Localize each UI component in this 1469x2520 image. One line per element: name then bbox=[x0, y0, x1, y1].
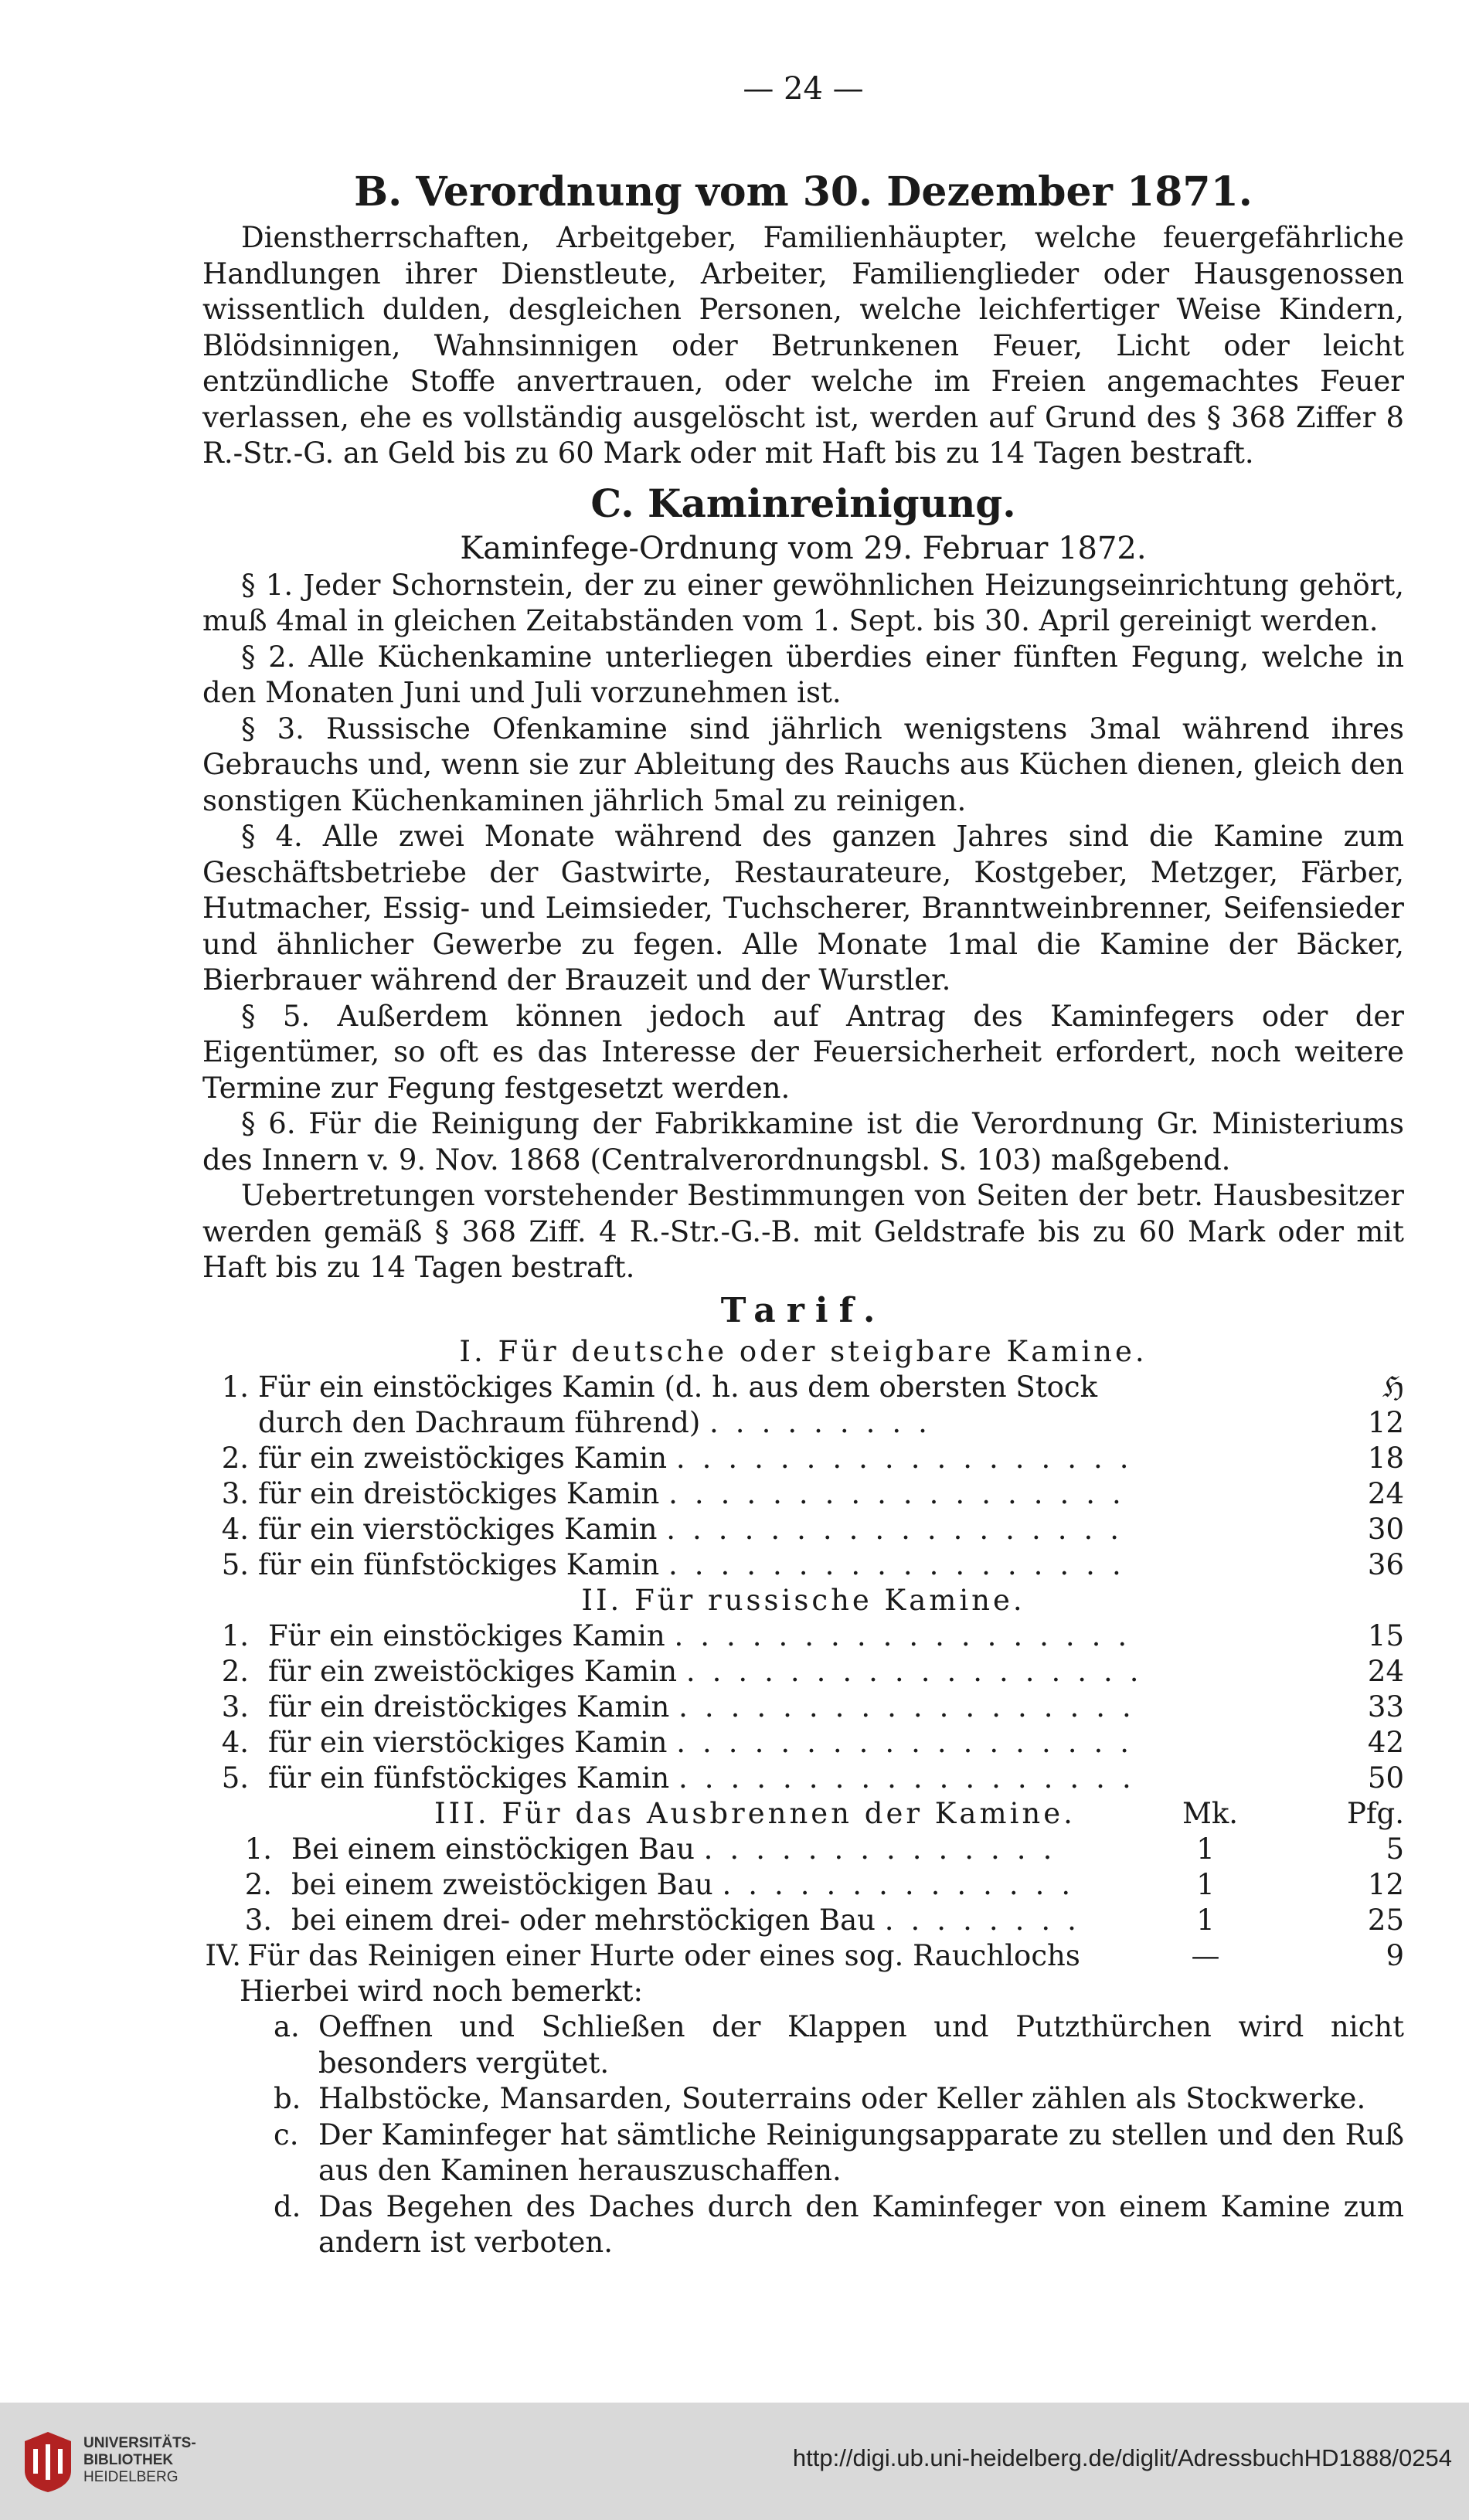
page-number: — 24 — bbox=[743, 71, 864, 107]
row-mk: 1 bbox=[1196, 1867, 1215, 1901]
remark-label: c. bbox=[274, 2118, 299, 2152]
row-label: bei einem zweistöckigen Bau bbox=[291, 1867, 713, 1901]
row-number: 2. bbox=[221, 1441, 249, 1475]
tarif-row: 1. Für ein einstöckiges Kamin .................. 15 bbox=[202, 1618, 1404, 1654]
tarif-section-3-header bbox=[202, 1796, 1404, 1832]
row-number: 2. bbox=[221, 1654, 249, 1688]
penalty-paragraph: Uebertretungen vorstehender Bestimmungen von Seiten der betr. Hausbesitzer werden gemäß § 368 Ziff. 4 R.-Str.-G.-B. mit Geldstrafe bis zu 60 Mark oder mit Haft bis zu 14 Tagen bestraft. bbox=[202, 1179, 1404, 1284]
remark-label: b. bbox=[274, 2082, 301, 2115]
tarif-section-1-heading: I. Für deutsche oder steigbare Kamine. bbox=[459, 1334, 1148, 1368]
tarif-row: 3. für ein dreistöckiges Kamin .................. 24 bbox=[202, 1476, 1404, 1512]
row-price: 50 bbox=[1367, 1761, 1404, 1795]
row-label: Bei einem einstöckigen Bau bbox=[291, 1832, 695, 1866]
row-mk: 1 bbox=[1196, 1903, 1215, 1937]
tarif-row bbox=[202, 1370, 1404, 1405]
library-name-line2: BIBLIOTHEK bbox=[83, 2452, 174, 2468]
row-label: für ein zweistöckiges Kamin bbox=[268, 1654, 678, 1688]
remark-label: d. bbox=[274, 2189, 301, 2223]
tarif-row: 4. für ein vierstöckiges Kamin .................. 30 bbox=[202, 1512, 1404, 1547]
tarif-row: 1. Bei einem einstöckigen Bau .............. 1 5 bbox=[202, 1832, 1404, 1867]
library-name-line3: HEIDELBERG bbox=[83, 2469, 179, 2485]
row-label: für ein fünfstöckiges Kamin bbox=[268, 1761, 670, 1795]
column-pfg-label: Pfg. bbox=[1346, 1796, 1404, 1830]
tarif-row: 5. für ein fünfstöckiges Kamin .................. 36 bbox=[202, 1547, 1404, 1583]
tarif-title: Tarif. bbox=[720, 1290, 886, 1330]
section-c-title: C. Kaminreinigung. bbox=[590, 480, 1016, 526]
library-name bbox=[83, 2435, 196, 2486]
remark-item bbox=[274, 2118, 1404, 2189]
row-number: 3. bbox=[221, 1690, 249, 1724]
remark-item bbox=[274, 2081, 1404, 2118]
row-number: 4. bbox=[221, 1725, 249, 1759]
row-label: durch den Dachraum führend) bbox=[258, 1405, 701, 1439]
currency-unit: ℌ bbox=[1382, 1370, 1404, 1404]
remarks-intro: Hierbei wird noch bemerkt: bbox=[240, 1974, 643, 2008]
tarif-section-2-heading: II. Für russische Kamine. bbox=[581, 1583, 1025, 1617]
section-c-subtitle: Kaminfege-Ordnung vom 29. Februar 1872. bbox=[460, 530, 1147, 566]
column-mk-label: Mk. bbox=[1182, 1796, 1239, 1830]
row-price: 18 bbox=[1367, 1441, 1404, 1475]
paragraph-2: § 2. Alle Küchenkamine unterliegen überdies einer fünften Fegung, welche in den Monaten Juni und Juli vorzunehmen ist. bbox=[202, 640, 1404, 709]
paragraph-1: § 1. Jeder Schornstein, der zu einer gewöhnlichen Heizungseinrichtung gehört, muß 4mal in gleichen Zeitabständen vom 1. Sept. bis 30. April gereinigt werden. bbox=[202, 568, 1404, 637]
row-label: für ein fünfstöckiges Kamin bbox=[258, 1547, 660, 1581]
tarif-row: 3. bei einem drei- oder mehrstöckigen Bau ........ 1 25 bbox=[202, 1903, 1404, 1938]
tarif-row: 3. für ein dreistöckiges Kamin .................. 33 bbox=[202, 1690, 1404, 1725]
row-number: 1. bbox=[221, 1618, 249, 1652]
row-mk: 1 bbox=[1196, 1832, 1215, 1866]
tarif-row: 2. bei einem zweistöckigen Bau .............. 1 12 bbox=[202, 1867, 1404, 1903]
row-label: für ein dreistöckiges Kamin bbox=[258, 1476, 660, 1510]
row-number: IV. bbox=[205, 1938, 241, 1972]
row-mk: — bbox=[1191, 1938, 1220, 1972]
tarif-row: 2. für ein zweistöckiges Kamin .................. 24 bbox=[202, 1654, 1404, 1690]
row-price: 36 bbox=[1367, 1547, 1404, 1581]
tarif-row: 2. für ein zweistöckiges Kamin .................. 18 bbox=[202, 1441, 1404, 1476]
footer-bar bbox=[0, 2403, 1469, 2520]
remark-item bbox=[274, 2189, 1404, 2261]
library-name-line1: UNIVERSITÄTS- bbox=[83, 2435, 196, 2451]
row-price: 12 bbox=[1367, 1405, 1404, 1439]
section-b-body: Dienstherrschaften, Arbeitgeber, Familienhäupter, welche feuergefährliche Handlungen ihrer Dienstleute, Arbeiter, Familienglieder oder Hausgenossen wissentlich dulden, desgleichen Personen, welche leichfertiger Weise Kindern, Blödsinnigen, Wahnsinnigen oder Betrunkenen Feuer, Licht oder leicht entzündliche Stoffe anvertrauen, oder welche im Freien angemachtes Feuer verlassen, ehe es vollständig ausgelöscht ist, werden auf Grund des § 368 Ziffer 8 R.-Str.-G. an Geld bis zu 60 Mark oder mit Haft bis zu 14 Tagen bestraft. bbox=[202, 221, 1404, 470]
source-url-link[interactable]: http://digi.ub.uni-heidelberg.de/diglit/AdressbuchHD1888/0254 bbox=[792, 2444, 1452, 2471]
tarif-row: durch den Dachraum führend) ......... 12 bbox=[258, 1405, 1404, 1439]
row-price: 42 bbox=[1367, 1725, 1404, 1759]
row-label: bei einem drei- oder mehrstöckigen Bau bbox=[291, 1903, 876, 1937]
row-number: 3. bbox=[221, 1476, 249, 1510]
remark-text: Der Kaminfeger hat sämtliche Reinigungsapparate zu stellen und den Ruß aus den Kaminen herauszuschaffen. bbox=[318, 2118, 1404, 2187]
row-pfg: 5 bbox=[1386, 1832, 1404, 1866]
library-logo-icon bbox=[17, 2426, 79, 2495]
remark-text: Halbstöcke, Mansarden, Souterrains oder Keller zählen als Stockwerke. bbox=[318, 2082, 1366, 2115]
row-label: Für ein einstöckiges Kamin bbox=[268, 1618, 665, 1652]
row-pfg: 25 bbox=[1367, 1903, 1404, 1937]
row-price: 24 bbox=[1367, 1476, 1404, 1510]
row-price: 33 bbox=[1367, 1690, 1404, 1724]
row-pfg: 9 bbox=[1386, 1938, 1404, 1972]
section-b-title: B. Verordnung vom 30. Dezember 1871. bbox=[354, 168, 1253, 216]
row-number: 1. bbox=[221, 1370, 249, 1404]
paragraph-5: § 5. Außerdem können jedoch auf Antrag des Kaminfegers oder der Eigentümer, so oft es das Interesse der Feuersicherheit erfordert, noch weitere Termine zur Fegung festgesetzt werden. bbox=[202, 999, 1404, 1105]
row-number: 1. bbox=[244, 1832, 272, 1866]
row-number: 4. bbox=[221, 1512, 249, 1546]
remark-text: Das Begehen des Daches durch den Kaminfeger von einem Kamine zum andern ist verboten. bbox=[318, 2189, 1404, 2259]
row-label: Für ein einstöckiges Kamin (d. h. aus dem obersten Stock bbox=[258, 1370, 1098, 1404]
remark-text: Oeffnen und Schließen der Klappen und Putzthürchen wird nicht besonders vergütet. bbox=[318, 2010, 1404, 2080]
remark-label: a. bbox=[274, 2010, 300, 2043]
row-number: 3. bbox=[244, 1903, 272, 1937]
paragraph-3: § 3. Russische Ofenkamine sind jährlich wenigstens 3mal während ihres Gebrauchs und, wenn sie zur Ableitung des Rauchs aus Küchen dienen, gleich den sonstigen Küchenkaminen jährlich 5mal zu reinigen. bbox=[202, 712, 1404, 817]
row-label: für ein vierstöckiges Kamin bbox=[258, 1512, 658, 1546]
paragraph-4: § 4. Alle zwei Monate während des ganzen Jahres sind die Kamine zum Geschäftsbetriebe der Gastwirte, Restaurateure, Kostgeber, Metzger, Färber, Hutmacher, Essig- und Leimsieder, Tuchscherer, Branntweinbrenner, Seifensieder und ähnlicher Gewerbe zu fegen. Alle Monate 1mal die Kamine der Bäcker, Bierbrauer während der Brauzeit und der Wurstler. bbox=[202, 820, 1404, 997]
row-price: 30 bbox=[1367, 1512, 1404, 1546]
tarif-section-4-row bbox=[202, 1938, 1404, 1974]
tarif-section-3-heading: III. Für das Ausbrennen der Kamine. bbox=[434, 1796, 1076, 1830]
remark-item bbox=[274, 2009, 1404, 2081]
row-pfg: 12 bbox=[1367, 1867, 1404, 1901]
row-label: für ein zweistöckiges Kamin bbox=[258, 1441, 668, 1475]
row-label: für ein vierstöckiges Kamin bbox=[268, 1725, 668, 1759]
row-number: 2. bbox=[244, 1867, 272, 1901]
row-price: 24 bbox=[1367, 1654, 1404, 1688]
tarif-row: 4. für ein vierstöckiges Kamin .................. 42 bbox=[202, 1725, 1404, 1761]
row-label: für ein dreistöckiges Kamin bbox=[268, 1690, 670, 1724]
row-number: 5. bbox=[221, 1547, 249, 1581]
tarif-row: 5. für ein fünfstöckiges Kamin .................. 50 bbox=[202, 1761, 1404, 1796]
row-number: 5. bbox=[221, 1761, 249, 1795]
page-content bbox=[202, 58, 1404, 2261]
paragraph-6: § 6. Für die Reinigung der Fabrikkamine ist die Verordnung Gr. Ministeriums des Innern v. 9. Nov. 1868 (Centralverordnungsbl. S. 103) maßgebend. bbox=[202, 1107, 1404, 1177]
row-price: 15 bbox=[1367, 1618, 1404, 1652]
row-label: Für das Reinigen einer Hurte oder eines sog. Rauchlochs bbox=[247, 1938, 1080, 1972]
